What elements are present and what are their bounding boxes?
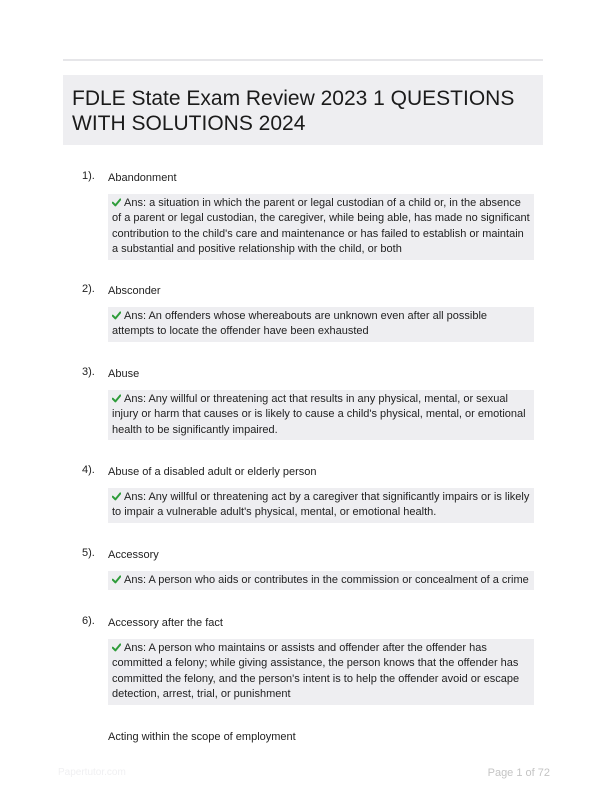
- check-icon: [112, 643, 121, 652]
- title-banner: [63, 75, 543, 145]
- answer-box: [108, 307, 534, 342]
- question-term: Acting within the scope of employment: [108, 731, 296, 743]
- check-icon: [112, 198, 121, 207]
- question-term: Absconder: [108, 285, 161, 297]
- answer-text: Ans: Any willful or threatening act that results in any physical, mental, or sexual injury or harm that causes or is likely to cause a child's physical, mental, or emotional health to be significantly impaired.: [112, 393, 526, 436]
- answer-text: Ans: a situation in which the parent or legal custodian of a child or, in the absence of a parent or legal custodian, the caregiver, while being able, has made no significant contribution to the child's care and maintenance or has failed to establish or maintain a substantial and positive relationship with the child, or both: [112, 197, 530, 256]
- footer-site: Papertutor.com: [58, 767, 126, 778]
- answer-box: [108, 194, 534, 260]
- question-term: Abuse of a disabled adult or elderly person: [108, 466, 317, 478]
- answer-box: [108, 390, 534, 440]
- answer-text: Ans: A person who aids or contributes in the commission or concealment of a crime: [124, 574, 529, 586]
- question-number: 2).: [82, 283, 95, 295]
- question-term: Abandonment: [108, 172, 177, 184]
- answer-text: Ans: An offenders whose whereabouts are unknown even after all possible attempts to locate the offender have been exhausted: [112, 310, 488, 338]
- answer-text: Ans: A person who maintains or assists and offender after the offender has committed a felony; while giving assistance, the person knows that the offender has committed the felony, and the person's intent is to help the offender avoid or escape detection, arrest, trial, or punishment: [112, 642, 520, 701]
- answer-text: Ans: Any willful or threatening act by a caregiver that significantly impairs or is likely to impair a vulnerable adult's physical, mental, or emotional health.: [112, 491, 530, 519]
- question-number: 1).: [82, 170, 95, 182]
- title-line-2: WITH SOLUTIONS 2024: [72, 112, 306, 135]
- top-divider: [63, 59, 543, 61]
- check-icon: [112, 575, 121, 584]
- question-term: Abuse: [108, 368, 140, 380]
- page-number: Page 1 of 72: [487, 767, 550, 779]
- check-icon: [112, 311, 121, 320]
- question-number: 4).: [82, 464, 95, 476]
- question-number: 3).: [82, 366, 95, 378]
- check-icon: [112, 492, 121, 501]
- check-icon: [112, 394, 121, 403]
- question-term: Accessory after the fact: [108, 617, 223, 629]
- answer-box: [108, 571, 534, 590]
- question-term: Accessory: [108, 549, 159, 561]
- answer-box: [108, 639, 534, 705]
- question-number: 6).: [82, 615, 95, 627]
- page-title: [72, 86, 533, 136]
- question-number: 5).: [82, 547, 95, 559]
- answer-box: [108, 488, 534, 523]
- title-line-1: FDLE State Exam Review 2023 1 QUESTIONS: [72, 87, 515, 110]
